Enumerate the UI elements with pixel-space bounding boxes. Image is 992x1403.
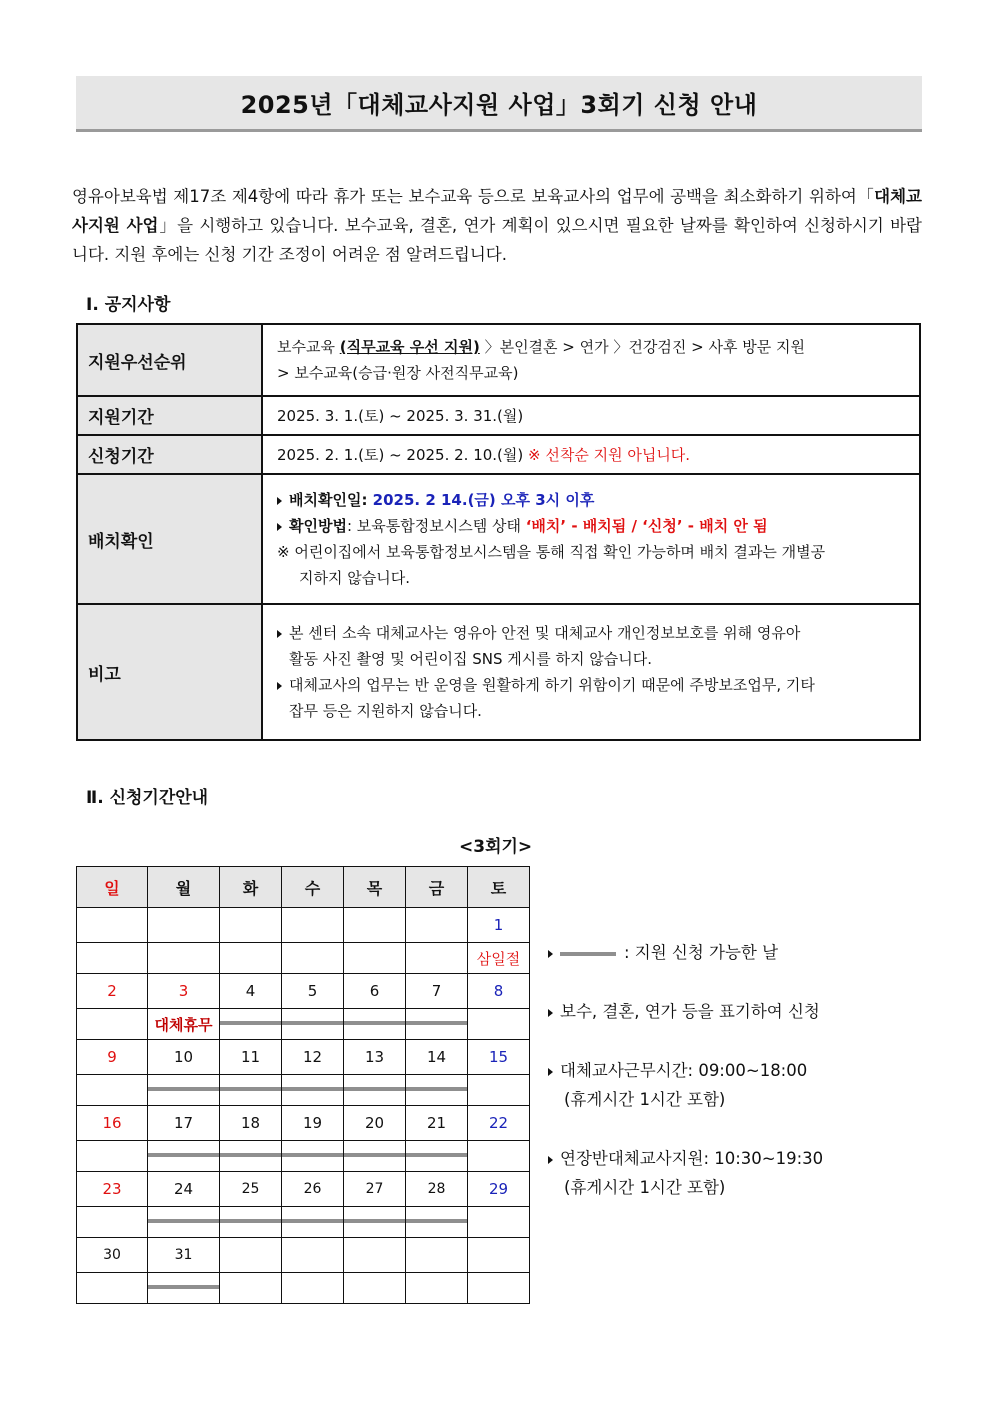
calendar-week-6-marks [77,1273,530,1304]
bullet-icon [277,682,282,690]
weekday-sat: 토 [468,867,530,908]
section-1-heading: Ⅰ. 공지사항 [86,295,171,315]
notice-row-confirm [77,474,920,604]
day-8: 8 [468,974,530,1009]
day-15: 15 [468,1040,530,1075]
bullet-icon [277,497,282,505]
day-23: 23 [77,1172,148,1207]
day-31: 31 [148,1238,220,1273]
day-20: 20 [344,1106,406,1141]
available-bar [344,1021,405,1025]
available-bar [148,1219,219,1223]
confirm-note: ※ 어린이집에서 보육통합정보시스템을 통해 직접 확인 가능하며 배치 결과는 개별공 [277,543,826,561]
intro-paragraph [72,182,922,269]
calendar-week-4 [77,1106,530,1141]
day-22: 22 [468,1106,530,1141]
available-bar [148,1285,219,1289]
priority-b: (직무교육 우선 지원) [339,338,480,356]
day-7: 7 [406,974,468,1009]
notice-table [76,323,921,741]
calendar-table [76,866,530,1304]
available-bar [220,1219,281,1223]
section-2-heading: Ⅱ. 신청기간안내 [86,788,209,808]
calendar-week-3 [77,1040,530,1075]
remark-2: 대체교사의 업무는 반 운영을 원활하게 하기 위함이기 때문에 주방보조업무, 기타 [289,676,815,694]
day-cell [220,908,282,943]
day-12: 12 [282,1040,344,1075]
weekday-wed: 수 [282,867,344,908]
day-19: 19 [282,1106,344,1141]
legend-item-2-text: 보수, 결혼, 연가 등을 표기하여 신청 [560,1002,820,1021]
day-cell [406,908,468,943]
calendar-week-2 [77,974,530,1009]
remark-2b: 잡무 등은 지원하지 않습니다. [289,702,482,720]
priority-value [262,324,920,396]
legend-item-2 [548,997,820,1026]
remark-value [262,604,920,740]
calendar-week-2-marks [77,1009,530,1040]
available-bar [344,1219,405,1223]
calendar-week-4-marks [77,1141,530,1172]
available-bar [282,1087,343,1091]
weekday-thu: 목 [344,867,406,908]
calendar-week-5 [77,1172,530,1207]
day-10: 10 [148,1040,220,1075]
day-28: 28 [406,1172,468,1207]
weekday-sun: 일 [77,867,148,908]
calendar-weekday-row [77,867,530,908]
confirm-method-text: : 보육통합정보시스템 상태 [346,517,526,535]
notice-row-apply [77,435,920,474]
day-26: 26 [282,1172,344,1207]
legend-item-4-text: 연장반대체교사지원: 10:30~19:30 [560,1149,824,1168]
available-bar [406,1219,467,1223]
day-2: 2 [77,974,148,1009]
apply-label: 신청기간 [77,435,262,474]
day-18: 18 [220,1106,282,1141]
day-24: 24 [148,1172,220,1207]
day-30: 30 [77,1238,148,1273]
intro-text-1: 영유아보육법 제17조 제4항에 따라 휴가 또는 보수교육 등으로 보육교사의 업무에 공백을 최소화하기 위하여「 [72,187,875,206]
available-bar [282,1021,343,1025]
confirm-date-label: 배치확인일: [289,491,373,509]
period-label: 지원기간 [77,396,262,435]
day-cell [77,908,148,943]
intro-program-name: 대체교사지원 사업 [72,187,922,235]
available-bar [406,1153,467,1157]
day-27: 27 [344,1172,406,1207]
weekday-mon: 월 [148,867,220,908]
bullet-icon [277,523,282,531]
remark-label: 비고 [77,604,262,740]
priority-line2: > 보수교육(승급·원장 사전직무교육) [277,364,519,382]
calendar-week-1 [77,908,530,943]
notice-row-priority [77,324,920,396]
bullet-icon [548,950,553,958]
day-cell [148,908,220,943]
apply-dates: 2025. 2. 1.(토) ~ 2025. 2. 10.(월) [277,445,529,464]
confirm-label: 배치확인 [77,474,262,604]
legend-item-3 [548,1056,807,1114]
day-17: 17 [148,1106,220,1141]
calendar-week-6 [77,1238,530,1273]
holiday-label: 삼일절 [468,943,530,974]
available-bar [406,1021,467,1025]
weekday-tue: 화 [220,867,282,908]
day-cell [344,908,406,943]
day-25: 25 [220,1172,282,1207]
calendar-week-1-marks [77,943,530,974]
available-bar [344,1153,405,1157]
day-cell [282,908,344,943]
legend-item-3-text: 대체교사근무시간: 09:00~18:00 [560,1061,808,1080]
day-21: 21 [406,1106,468,1141]
confirm-method-label: 확인방법 [289,517,347,535]
notice-row-period [77,396,920,435]
available-bar [406,1087,467,1091]
substitute-holiday-label: 대체휴무 [148,1009,220,1040]
day-13: 13 [344,1040,406,1075]
confirm-note-2: 지하지 않습니다. [299,569,410,587]
day-11: 11 [220,1040,282,1075]
available-bar [220,1153,281,1157]
day-29: 29 [468,1172,530,1207]
weekday-fri: 금 [406,867,468,908]
remark-1b: 활동 사진 촬영 및 어린이집 SNS 게시를 하지 않습니다. [289,650,652,668]
legend-item-3b: (휴게시간 1시간 포함) [564,1090,726,1109]
available-bar [344,1087,405,1091]
available-bar [282,1153,343,1157]
apply-note: ※ 선착순 지원 아닙니다. [528,445,691,464]
title-banner [76,76,922,132]
legend-item-4 [548,1144,823,1202]
confirm-method-status: ‘배치’ - 배치됨 / ‘신청’ - 배치 안 됨 [525,517,768,535]
available-bar [220,1021,281,1025]
bullet-icon [548,1009,553,1017]
day-1: 1 [468,908,530,943]
available-bar [148,1153,219,1157]
legend-item-4b: (휴게시간 1시간 포함) [564,1178,726,1197]
bullet-icon [277,630,282,638]
priority-a: 보수교육 [277,338,340,356]
page-title: 2025년「대체교사지원 사업」3회기 신청 안내 [240,91,758,119]
bullet-icon [548,1068,553,1076]
priority-label: 지원우선순위 [77,324,262,396]
available-bar [220,1087,281,1091]
day-3: 3 [148,974,220,1009]
bullet-icon [548,1156,553,1164]
calendar-week-5-marks [77,1207,530,1238]
remark-1: 본 센터 소속 대체교사는 영유아 안전 및 대체교사 개인정보보호를 위해 영유아 [289,624,801,642]
day-6: 6 [344,974,406,1009]
legend-bar-item [548,938,778,967]
day-4: 4 [220,974,282,1009]
day-5: 5 [282,974,344,1009]
day-9: 9 [77,1040,148,1075]
priority-c: 〉본인결혼 > 연가 〉건강검진 > 사후 방문 지원 [479,338,805,356]
confirm-date: 2025. 2 14.(금) 오후 3시 이후 [372,491,595,509]
apply-value [262,435,920,474]
day-14: 14 [406,1040,468,1075]
legend-bar-text: : 지원 신청 가능한 날 [624,943,779,962]
notice-row-remark [77,604,920,740]
calendar-title: <3회기> [459,837,533,857]
confirm-value [262,474,920,604]
intro-text-2: 」을 시행하고 있습니다. 보수교육, 결혼, 연가 계획이 있으시면 필요한 날짜를 확인하여 신청하시기 바랍니다. 지원 후에는 신청 기간 조정이 어려운 점 알려드립니다. [72,216,922,264]
available-bar [282,1219,343,1223]
legend-bar-icon [560,952,616,956]
calendar-week-3-marks [77,1075,530,1106]
day-16: 16 [77,1106,148,1141]
period-value: 2025. 3. 1.(토) ~ 2025. 3. 31.(월) [262,396,920,435]
available-bar [148,1087,219,1091]
